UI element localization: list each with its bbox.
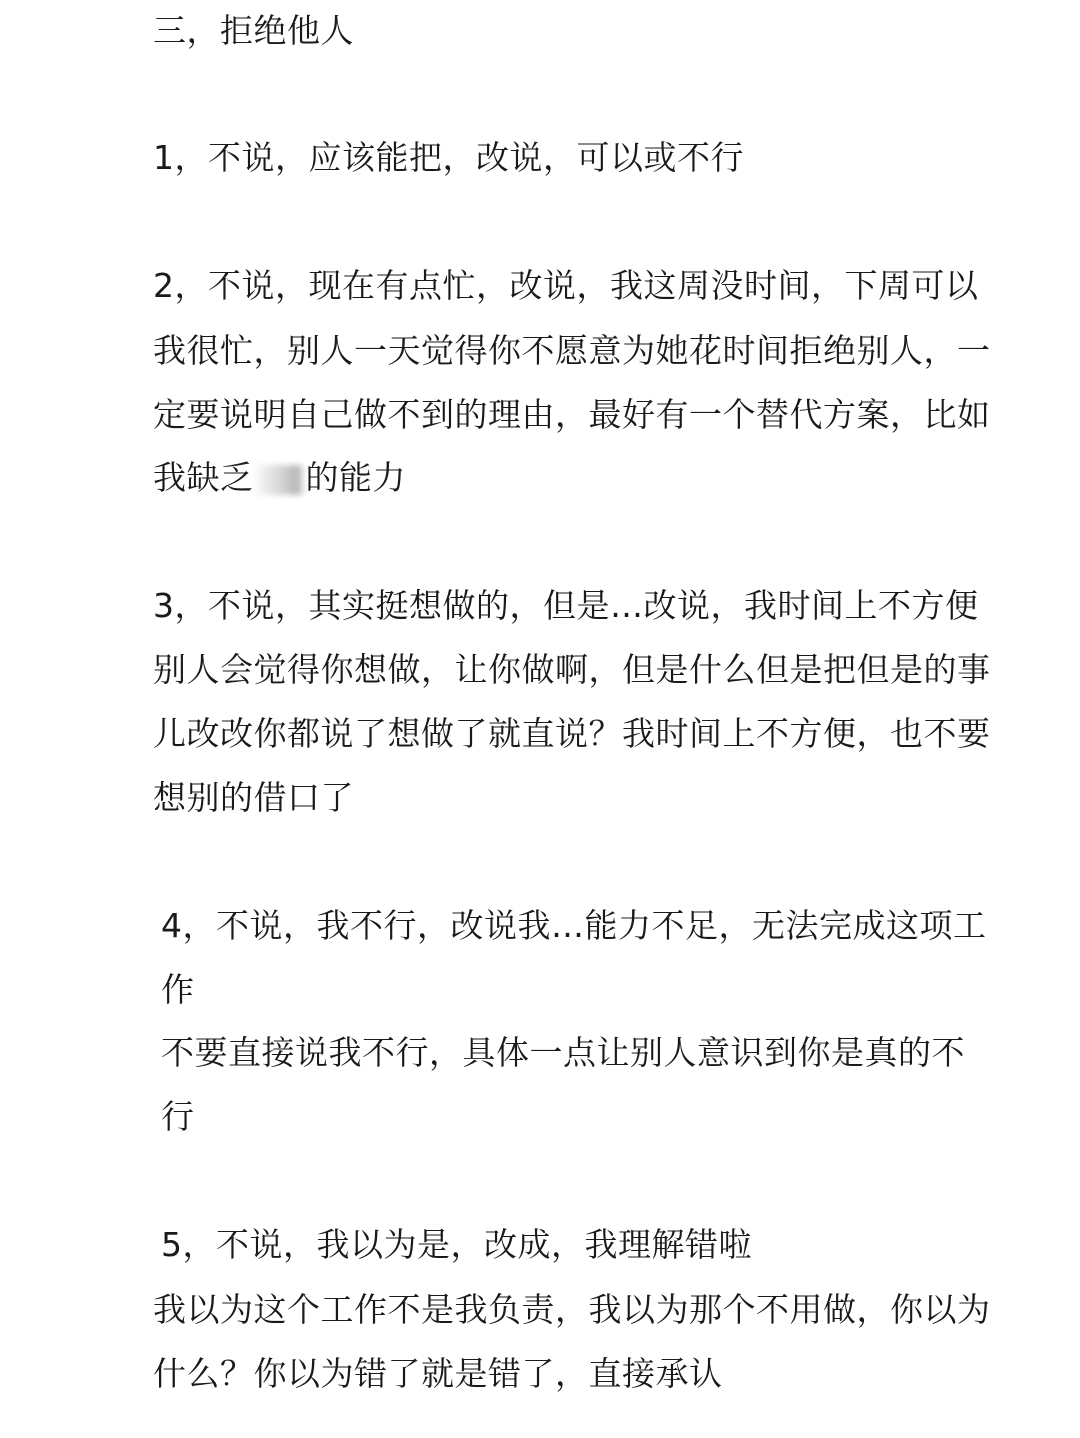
item-4-line-4: 行 bbox=[161, 1097, 195, 1136]
item-2-line-4-before: 我缺乏 bbox=[153, 458, 254, 497]
item-2-line-3: 定要说明自己做不到的理由，最好有一个替代方案，比如 bbox=[153, 395, 991, 434]
item-5-line-2: 我以为这个工作不是我负责，我以为那个不用做，你以为 bbox=[153, 1290, 991, 1329]
item-1-line-1: 1，不说，应该能把，改说，可以或不行 bbox=[153, 138, 744, 177]
item-2-line-1: 2，不说，现在有点忙，改说，我这周没时间，下周可以 bbox=[153, 266, 979, 305]
redacted-blur bbox=[255, 465, 305, 495]
item-2-line-4-after: 的能力 bbox=[305, 458, 406, 497]
item-5-line-1: 5，不说，我以为是，改成，我理解错啦 bbox=[161, 1225, 752, 1264]
item-3-line-4: 想别的借口了 bbox=[153, 778, 354, 817]
item-4-line-3: 不要直接说我不行，具体一点让别人意识到你是真的不 bbox=[161, 1033, 965, 1072]
item-4-line-2: 作 bbox=[161, 970, 195, 1009]
section-heading: 三，拒绝他人 bbox=[153, 11, 354, 50]
item-2-line-2: 我很忙，别人一天觉得你不愿意为她花时间拒绝别人，一 bbox=[153, 331, 991, 370]
item-3-line-1: 3，不说，其实挺想做的，但是…改说，我时间上不方便 bbox=[153, 586, 979, 625]
item-3-line-2: 别人会觉得你想做，让你做啊，但是什么但是把但是的事 bbox=[153, 650, 991, 689]
item-5-line-3: 什么？你以为错了就是错了，直接承认 bbox=[153, 1354, 723, 1393]
item-4-line-1: 4，不说，我不行，改说我…能力不足，无法完成这项工 bbox=[161, 906, 987, 945]
item-2-line-4 bbox=[153, 456, 406, 500]
item-3-line-3: 儿改改你都说了想做了就直说？我时间上不方便，也不要 bbox=[153, 714, 991, 753]
